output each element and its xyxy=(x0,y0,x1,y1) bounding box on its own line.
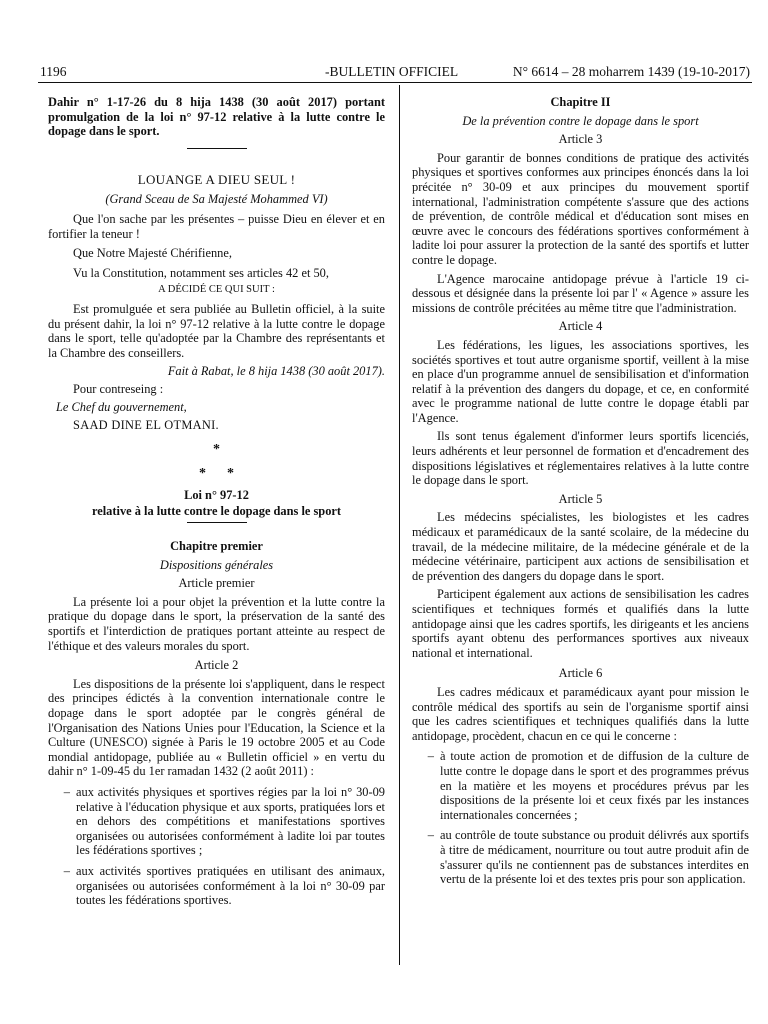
page-number: 1196 xyxy=(40,64,67,79)
article-premier-text: La présente loi a pour objet la prévention et la lutte contre la pratique du dopage dans le sport, la préservation de la santé des sportifs et l'interdiction de pratiques portant atteinte au respect de l'éthique et des valeurs morales du sport. xyxy=(48,594,385,653)
dash-bullet: – xyxy=(63,784,70,799)
decide-heading: A DÉCIDÉ CE QUI SUIT : xyxy=(158,284,275,296)
list-item-text: aux activités physiques et sportives régies par la loi n° 30-09 relative à l'éducation physique et aux sports, pratiquées lors et en dehors des compétitions et manifestations sportives organisées ou autorisées conformément à ladite loi par toutes les fédérations sportives ; xyxy=(76,784,385,858)
list-item-text: à toute action de promotion et de diffusion de la culture de lutte contre le dopage dans le sport et des programmes prévus en la matière et les moyens et procédures prévus par les dispositions de la présente loi et ceux fixés par les instances internationales concernées ; xyxy=(440,749,749,822)
list-item xyxy=(48,864,385,908)
article-5-paragraph-1: Les médecins spécialistes, les biologistes et les cadres médicaux et paramédicaux de la santé scolaire, de la médecine du travail, de la médecine militaire, de la médecine générale et de la médecine vétérinaire, participent aux actions de sensibilisation et de prévention des dangers du dopage dans le sport. xyxy=(412,510,749,583)
dahir-title: Dahir n° 1-17-26 du 8 hija 1438 (30 août 2017) portant promulgation de la loi n° 97-12 relative à la lutte contre le dopage dans le sport. xyxy=(48,95,385,139)
article-2-heading: Article 2 xyxy=(194,658,239,673)
right-column xyxy=(412,95,749,887)
article-6-heading: Article 6 xyxy=(558,666,603,681)
chef-gouvernement: Le Chef du gouvernement, xyxy=(56,399,187,414)
list-item-text: aux activités sportives pratiquées en utilisant des animaux, organisées ou autorisées conformément à la loi n° 30-09 par toutes les fédérations sportives. xyxy=(76,863,385,908)
article-4-paragraph-1: Les fédérations, les ligues, les associations sportives, les sociétés sportives et tout autre organisme sportif, veillent à la mise en place d'un programme annuel de sensibilisation et d'information relatif à la prévention des dangers du dopage, et ce, en conformité avec le programme national de lutte contre le dopage établi par l'Agence. xyxy=(412,337,749,425)
contreseing: Pour contreseing : xyxy=(73,381,164,396)
list-item xyxy=(412,749,749,822)
article-3-paragraph-1: Pour garantir de bonnes conditions de pratique des activités physiques et sportives conformes aux principes énoncés dans la loi précitée n° 30-09 et aux principes du mouvement sportif international, l'administration compétente s'assure que des actions de prévention, de contrôle médical et d'éducation sont mises en œuvre avec le concours des fédérations sportives conformément à ladite loi pour assurer la protection de la santé des sportifs et lutter contre le dopage. xyxy=(412,150,749,267)
signataire: SAAD DINE EL OTMANI. xyxy=(73,418,219,433)
star-separator: * xyxy=(213,441,220,457)
left-column xyxy=(48,95,385,908)
list-item xyxy=(412,828,749,886)
preamble-2: Que Notre Majesté Chérifienne, xyxy=(73,246,232,261)
article-6-paragraph-1: Les cadres médicaux et paramédicaux ayant pour mission le contrôle médical des sportifs au sein de l'organisme sportif ainsi que les cadres scientifiques et techniques qualifiés dans la lutte antidopage, procèdent, chacun en ce qui le concerne : xyxy=(412,684,749,743)
loi-subtitle: relative à la lutte contre le dopage dans le sport xyxy=(91,504,342,519)
article-premier-heading: Article premier xyxy=(178,576,255,591)
chapitre-premier: Chapitre premier xyxy=(170,539,263,554)
chapitre-ii-subtitle: De la prévention contre le dopage dans le sport xyxy=(462,113,699,128)
preamble-1: Que l'on sache par les présentes – puisse Dieu en élever et en fortifier la teneur ! xyxy=(48,211,385,241)
article-5-heading: Article 5 xyxy=(558,491,603,506)
article-3-heading: Article 3 xyxy=(558,132,603,147)
double-star-separator: * * xyxy=(199,466,234,482)
header-rule xyxy=(38,82,752,83)
dash-bullet: – xyxy=(427,828,434,843)
dash-bullet: – xyxy=(63,863,70,878)
article-2-text: Les dispositions de la présente loi s'appliquent, dans le respect des principes édictés à la convention internationale contre le dopage dans le sport adoptée par le congrès général de l'Organisation des Nations Unies pour l'Education, la Science et la Culture (UNESCO) signée à Paris le 19 octobre 2005 et au Code mondial antidopage, publiée au « Bulletin officiel » en vertu du dahir n° 1-09-45 du 1er ramadan 1432 (2 août 2011) : xyxy=(48,676,385,779)
chapitre-premier-subtitle: Dispositions générales xyxy=(159,557,274,572)
article-4-heading: Article 4 xyxy=(558,319,603,334)
grand-sceau: (Grand Sceau de Sa Majesté Mohammed VI) xyxy=(105,192,328,207)
list-item xyxy=(48,785,385,858)
loi-title: Loi n° 97-12 xyxy=(184,487,249,502)
promulgation-text: Est promulguée et sera publiée au Bulletin officiel, à la suite du présent dahir, la loi n° 97-12 relative à la lutte contre le dopage dans le sport, telle qu'adoptée par la Chambre des représentants et la Chambre des conseillers. xyxy=(48,301,385,360)
article-4-paragraph-2: Ils sont tenus également d'informer leurs sportifs licenciés, leurs adhérents et leur personnel de formation et d'encadrement des dispositions législatives et réglementaires relatives à la lutte contre le dopage dans le sport. xyxy=(412,429,749,488)
dash-bullet: – xyxy=(427,749,434,764)
separator xyxy=(187,522,247,523)
article-3-paragraph-2: L'Agence marocaine antidopage prévue à l'article 19 ci-dessous et désignée dans la présente loi par l' « Agence » assure les missions de contrôle précitées au même titre que l'administration. xyxy=(412,271,749,315)
publication-title: -BULLETIN OFFICIEL xyxy=(325,64,459,79)
issue-info: N° 6614 – 28 moharrem 1439 (19-10-2017) xyxy=(512,64,750,79)
article-5-paragraph-2: Participent également aux actions de sensibilisation les cadres scientifiques et techniques formés et qualifiés dans la lutte antidopage ainsi que les cadres sportifs, les dirigeants et les anciens sportifs ayant obtenu des performances sportives aux niveaux national et international. xyxy=(412,587,749,660)
page-header xyxy=(40,64,750,80)
preamble-3: Vu la Constitution, notamment ses articles 42 et 50, xyxy=(73,265,329,280)
fait-a-rabat: Fait à Rabat, le 8 hija 1438 (30 août 2017). xyxy=(167,364,385,379)
separator xyxy=(187,148,247,149)
column-divider xyxy=(399,85,400,965)
chapitre-ii: Chapitre II xyxy=(550,95,611,109)
list-item-text: au contrôle de toute substance ou produit délivrés aux sportifs à titre de médicament, nourriture ou tout autre produit afin de s'assurer qu'ils ne contiennent pas de substances interdites en vertu de la présente loi et des textes pris pour son application. xyxy=(440,828,749,887)
louange: LOUANGE A DIEU SEUL ! xyxy=(137,171,296,187)
